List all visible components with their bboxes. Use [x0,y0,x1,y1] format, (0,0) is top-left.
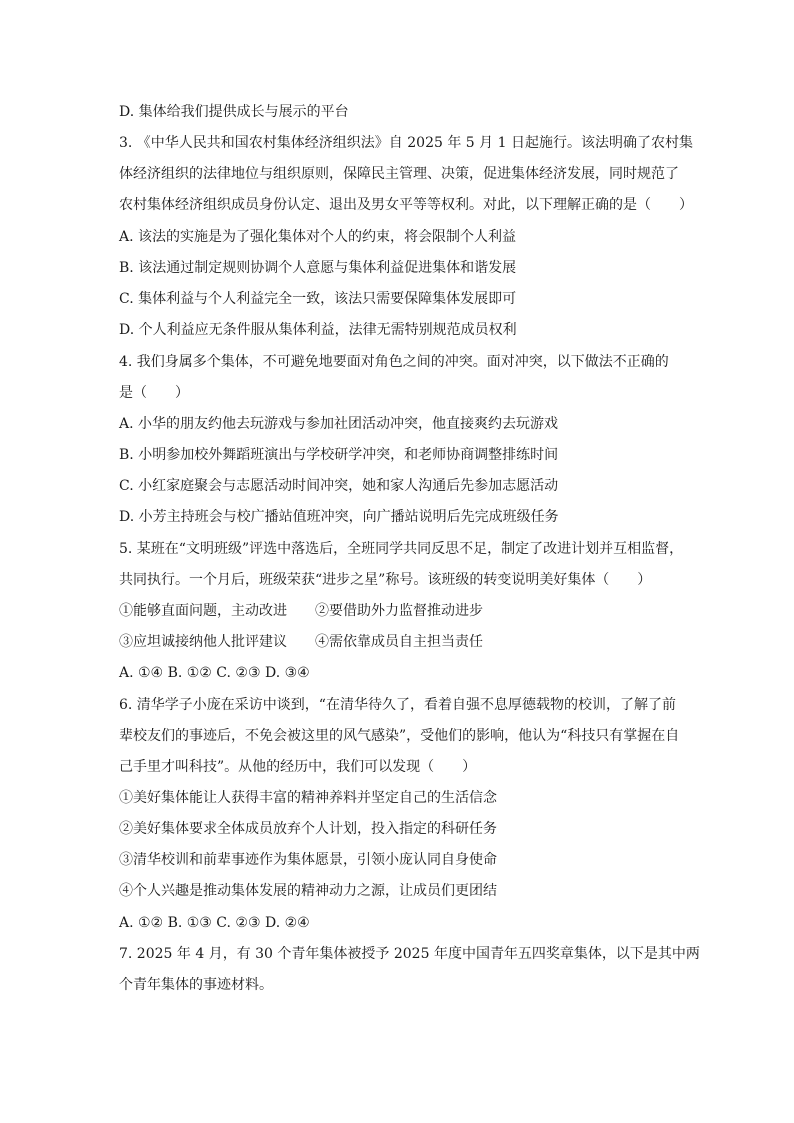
q6-options: A. ①② B. ①③ C. ②③ D. ②④ [119,915,310,931]
q4-option-a: A. 小华的朋友约他去玩游戏与参加社团活动冲突，他直接爽约去玩游戏 [119,416,559,432]
q4-option-d: D. 小芳主持班会与校广播站值班冲突，向广播站说明后先完成班级任务 [119,509,559,525]
q2-option-d: D. 集体给我们提供成长与展示的平台 [119,104,349,120]
q6-statement-3: ③清华校训和前辈事迹作为集体愿景，引领小庞认同自身使命 [119,852,497,868]
q5-options: A. ①④ B. ①② C. ②③ D. ③④ [119,665,310,681]
q6-stem-line-3: 己手里才叫科技”。从他的经历中，我们可以发现（ ） [119,759,477,775]
q6-statement-4: ④个人兴趣是推动集体发展的精神动力之源，让成员们更团结 [119,883,497,899]
q6-stem-line-1: 6. 清华学子小庞在采访中谈到，“在清华待久了，看着自强不息厚德载物的校训，了解了前 [119,697,676,713]
q6-statement-1: ①美好集体能让人获得丰富的精神养料并坚定自己的生活信念 [119,790,497,806]
q4-stem-line-1: 4. 我们身属多个集体，不可避免地要面对角色之间的冲突。面对冲突，以下做法不正确的 [119,354,669,370]
q3-stem-line-2: 体经济组织的法律地位与组织原则，保障民主管理、决策，促进集体经济发展，同时规范了 [119,166,679,182]
q5-stem-line-2: 共同执行。一个月后，班级荣获“进步之星”称号。该班级的转变说明美好集体（ ） [119,572,652,588]
q5-stem-line-1: 5. 某班在“文明班级”评选中落选后，全班同学共同反思不足，制定了改进计划并互相监督， [119,541,684,557]
q3-stem-line-3: 农村集体经济组织成员身份认定、退出及男女平等等权利。对此，以下理解正确的是（ ） [119,197,693,213]
q3-option-a: A. 该法的实施是为了强化集体对个人的约束，将会限制个人利益 [119,229,517,245]
q4-option-b: B. 小明参加校外舞蹈班演出与学校研学冲突，和老师协商调整排练时间 [119,447,559,463]
q4-option-c: C. 小红家庭聚会与志愿活动时间冲突，她和家人沟通后先参加志愿活动 [119,478,559,494]
q7-stem-line-1: 7. 2025 年 4 月，有 30 个青年集体被授予 2025 年度中国青年五四奖章集体，以下是其中两 [119,946,700,962]
q6-stem-line-2: 辈校友们的事迹后，不免会被这里的风气感染”，受他们的影响，他认为“科技只有掌握在自 [119,728,680,744]
q5-statements-row-2: ③应坦诚接纳他人批评建议 ④需依靠成员自主担当责任 [119,634,483,650]
q6-statement-2: ②美好集体要求全体成员放弃个人计划，投入指定的科研任务 [119,821,497,837]
q4-stem-line-2: 是（ ） [119,385,189,401]
q7-stem-line-2: 个青年集体的事迹材料。 [119,977,273,993]
q3-option-d: D. 个人利益应无条件服从集体利益，法律无需特别规范成员权利 [119,322,517,338]
q3-stem-line-1: 3. 《中华人民共和国农村集体经济组织法》自 2025 年 5 月 1 日起施行。该法明确了农村集 [119,135,693,151]
q3-option-c: C. 集体利益与个人利益完全一致，该法只需要保障集体发展即可 [119,291,517,307]
q3-option-b: B. 该法通过制定规则协调个人意愿与集体利益促进集体和谐发展 [119,260,517,276]
q5-statements-row-1: ①能够直面问题，主动改进 ②要借助外力监督推动进步 [119,603,483,619]
